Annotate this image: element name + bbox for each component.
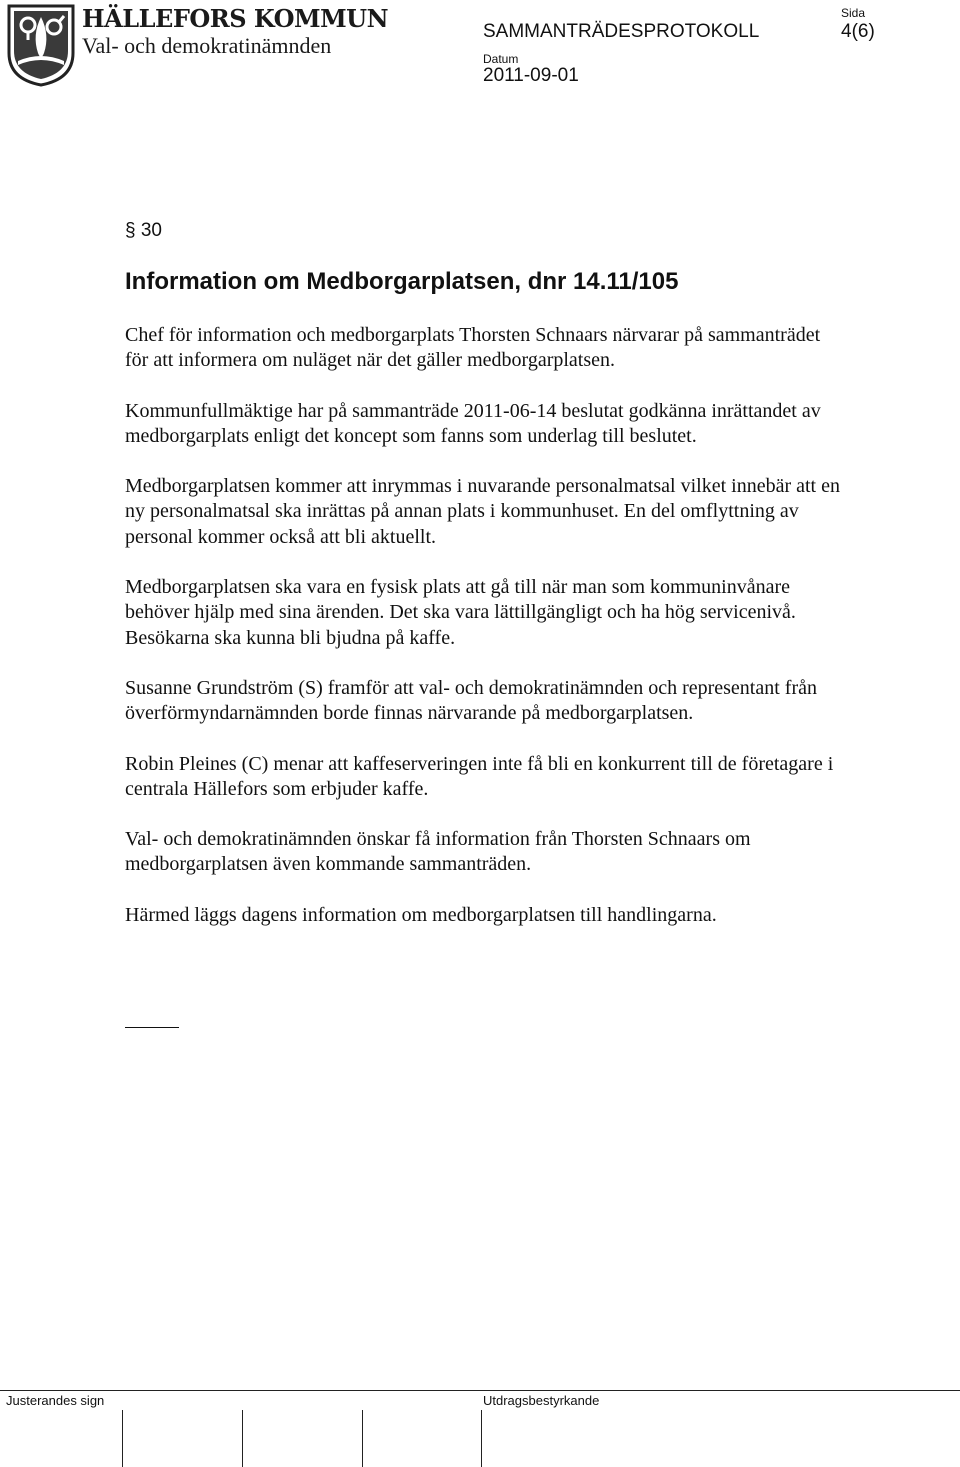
signature-box-divider: [481, 1410, 482, 1467]
paragraph-number: § 30: [125, 220, 162, 241]
committee-name: Val- och demokratinämnden: [82, 33, 332, 58]
end-rule: [125, 1027, 179, 1028]
signature-footer: [0, 1390, 960, 1467]
signature-box-divider: [242, 1410, 243, 1467]
organization-name: HÄLLEFORS KOMMUN: [82, 4, 389, 33]
page-label: Sida: [841, 6, 866, 20]
body-paragraph: Robin Pleines (C) menar att kaffeserveringen inte få bli en konkurrent till de företagare i centrala Hällefors som erbjuder kaffe.: [125, 752, 834, 800]
signature-box-divider: [362, 1410, 363, 1467]
date-value: 2011-09-01: [483, 65, 579, 86]
body-paragraph: Medborgarplatsen kommer att inrymmas i nuvarande personalmatsal vilket innebär att en ny personalmatsal ska inrättas på annan plats i kommunhuset. En del omflyttning av personal kommer också att bli aktuellt.: [125, 475, 840, 548]
justerandes-sign-label: Justerandes sign: [6, 1393, 105, 1408]
body-text: [125, 323, 845, 953]
body-paragraph: Susanne Grundström (S) framför att val- och demokratinämnden och representant från överförmyndarnämnden borde finnas närvarande på medborgarplatsen.: [125, 676, 817, 725]
body-paragraph: Kommunfullmäktige har på sammanträde 2011-06-14 beslutat godkänna inrättandet av medborgarplats enligt det koncept som fanns som underlag till beslutet.: [125, 399, 821, 447]
body-paragraph: Chef för information och medborgarplats Thorsten Schnaars närvarar på sammanträdet för att informera om nuläget när det gäller medborgarplatsen.: [125, 324, 821, 372]
body-paragraph: Val- och demokratinämnden önskar få information från Thorsten Schnaars om medborgarplatsen även kommande sammanträden.: [125, 828, 751, 876]
section-title: Information om Medborgarplatsen, dnr 14.11/105: [125, 268, 679, 295]
coat-of-arms-icon: [6, 3, 76, 87]
date-label: Datum: [483, 52, 519, 66]
document-type: SAMMANTRÄDESPROTOKOLL: [483, 21, 760, 42]
utdragsbestyrkande-label: Utdragsbestyrkande: [483, 1393, 600, 1408]
page-number: 4(6): [841, 21, 875, 42]
body-paragraph: Medborgarplatsen ska vara en fysisk plats att gå till när man som kommuninvånare behöver hjälp med sina ärenden. Det ska vara lättillgängligt och ha hög servicenivå. Besökarna ska kunna bli bjudna på kaffe.: [125, 576, 796, 649]
body-paragraph: Härmed läggs dagens information om medborgarplatsen till handlingarna.: [125, 903, 717, 926]
signature-box-divider: [122, 1410, 123, 1467]
